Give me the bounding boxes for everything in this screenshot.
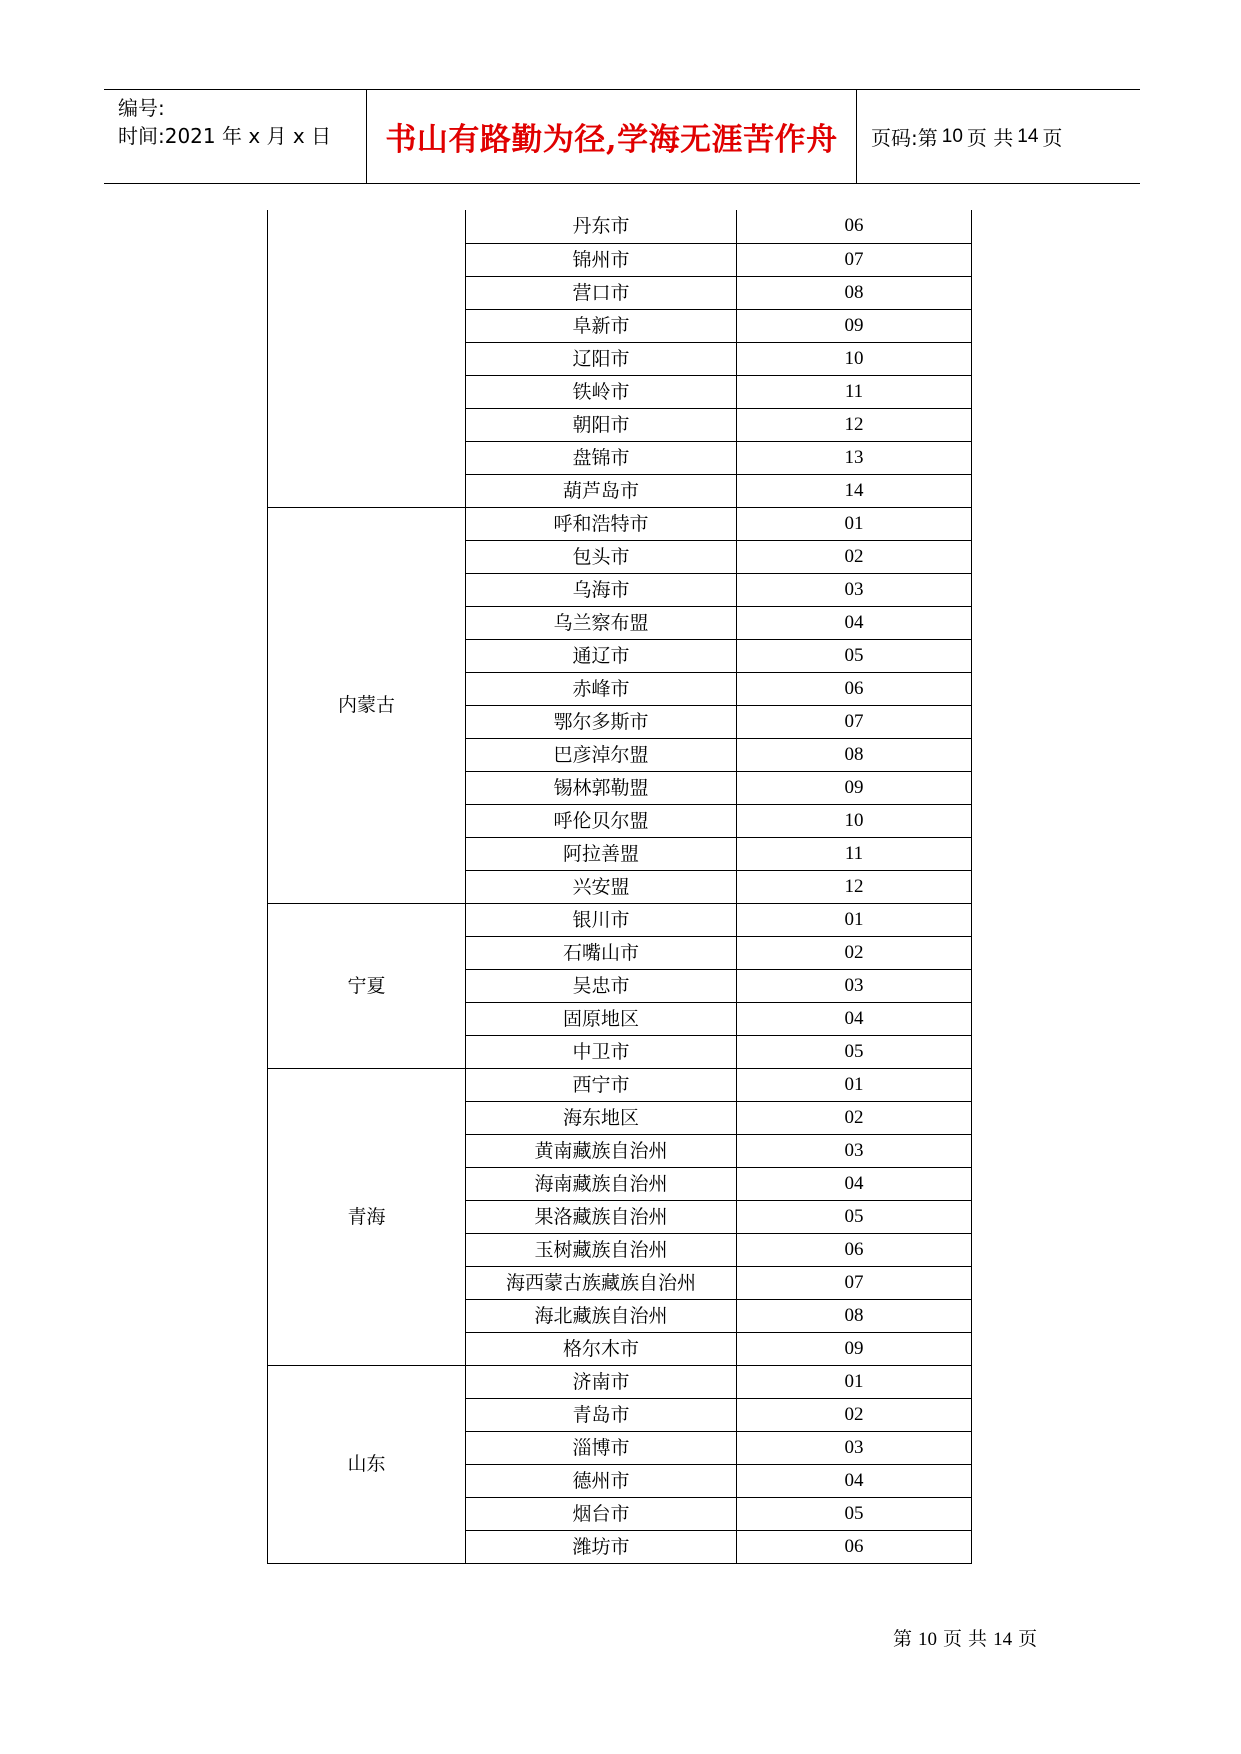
header-page-number	[857, 90, 1140, 183]
province-cell: 山东	[268, 1365, 466, 1563]
city-code-cell: 09	[737, 1332, 972, 1365]
city-name-cell: 朝阳市	[466, 408, 737, 441]
city-code-cell: 08	[737, 276, 972, 309]
city-name-cell: 包头市	[466, 540, 737, 573]
city-name-cell: 丹东市	[466, 210, 737, 243]
city-name-cell: 银川市	[466, 903, 737, 936]
city-code-cell: 04	[737, 606, 972, 639]
city-code-cell: 06	[737, 1530, 972, 1563]
table-row	[268, 1068, 972, 1101]
city-name-cell: 营口市	[466, 276, 737, 309]
city-code-cell: 11	[737, 837, 972, 870]
document-time-label: 时间:2021 年 x 月 x 日	[118, 124, 332, 148]
city-name-cell: 海南藏族自治州	[466, 1167, 737, 1200]
city-name-cell: 青岛市	[466, 1398, 737, 1431]
page-current: 10	[941, 125, 963, 147]
page-header	[104, 89, 1140, 184]
city-code-cell: 07	[737, 1266, 972, 1299]
city-code-cell: 01	[737, 507, 972, 540]
city-code-cell: 12	[737, 408, 972, 441]
city-code-cell: 06	[737, 1233, 972, 1266]
city-name-cell: 吴忠市	[466, 969, 737, 1002]
city-code-cell: 02	[737, 936, 972, 969]
city-code-cell: 05	[737, 639, 972, 672]
city-code-cell: 02	[737, 1101, 972, 1134]
city-name-cell: 淄博市	[466, 1431, 737, 1464]
page-footer	[893, 1624, 1037, 1651]
city-name-cell: 乌兰察布盟	[466, 606, 737, 639]
city-name-cell: 阜新市	[466, 309, 737, 342]
city-name-cell: 乌海市	[466, 573, 737, 606]
city-code-cell: 05	[737, 1497, 972, 1530]
city-code-cell: 08	[737, 1299, 972, 1332]
city-name-cell: 锡林郭勒盟	[466, 771, 737, 804]
region-code-table	[267, 210, 972, 1564]
city-name-cell: 鄂尔多斯市	[466, 705, 737, 738]
header-motto: 书山有路勤为径,学海无涯苦作舟	[367, 90, 857, 183]
document-code-label: 编号:	[118, 96, 165, 120]
city-code-cell: 06	[737, 210, 972, 243]
city-name-cell: 黄南藏族自治州	[466, 1134, 737, 1167]
city-code-cell: 10	[737, 342, 972, 375]
city-name-cell: 烟台市	[466, 1497, 737, 1530]
city-code-cell: 07	[737, 705, 972, 738]
page-end-label: 页	[1042, 126, 1063, 150]
city-name-cell: 呼和浩特市	[466, 507, 737, 540]
city-name-cell: 海西蒙古族藏族自治州	[466, 1266, 737, 1299]
city-name-cell: 济南市	[466, 1365, 737, 1398]
city-code-cell: 07	[737, 243, 972, 276]
city-code-cell: 01	[737, 1068, 972, 1101]
city-code-cell: 09	[737, 309, 972, 342]
city-name-cell: 辽阳市	[466, 342, 737, 375]
region-code-table-body	[268, 210, 972, 1563]
city-name-cell: 赤峰市	[466, 672, 737, 705]
city-name-cell: 海北藏族自治州	[466, 1299, 737, 1332]
city-code-cell: 06	[737, 672, 972, 705]
city-code-cell: 04	[737, 1002, 972, 1035]
footer-suffix: 页	[1018, 1628, 1038, 1650]
city-name-cell: 锦州市	[466, 243, 737, 276]
city-code-cell: 13	[737, 441, 972, 474]
table-row	[268, 903, 972, 936]
city-name-cell: 中卫市	[466, 1035, 737, 1068]
city-code-cell: 05	[737, 1035, 972, 1068]
table-row	[268, 1365, 972, 1398]
footer-current-page: 10	[918, 1629, 938, 1650]
province-cell: 内蒙古	[268, 507, 466, 903]
city-name-cell: 潍坊市	[466, 1530, 737, 1563]
city-code-cell: 03	[737, 1431, 972, 1464]
page-mid-label: 页 共	[966, 126, 1014, 150]
city-code-cell: 14	[737, 474, 972, 507]
city-code-cell: 09	[737, 771, 972, 804]
footer-total-pages: 14	[993, 1629, 1013, 1650]
table-row	[268, 507, 972, 540]
city-name-cell: 果洛藏族自治州	[466, 1200, 737, 1233]
city-name-cell: 西宁市	[466, 1068, 737, 1101]
city-code-cell: 05	[737, 1200, 972, 1233]
province-cell: 宁夏	[268, 903, 466, 1068]
city-code-cell: 02	[737, 540, 972, 573]
city-code-cell: 01	[737, 1365, 972, 1398]
city-name-cell: 通辽市	[466, 639, 737, 672]
city-code-cell: 10	[737, 804, 972, 837]
city-name-cell: 呼伦贝尔盟	[466, 804, 737, 837]
city-name-cell: 阿拉善盟	[466, 837, 737, 870]
city-code-cell: 12	[737, 870, 972, 903]
city-name-cell: 玉树藏族自治州	[466, 1233, 737, 1266]
footer-mid: 页 共	[943, 1628, 988, 1650]
page-label: 页码:第	[871, 126, 938, 150]
city-name-cell: 葫芦岛市	[466, 474, 737, 507]
city-name-cell: 兴安盟	[466, 870, 737, 903]
city-name-cell: 铁岭市	[466, 375, 737, 408]
city-code-cell: 01	[737, 903, 972, 936]
province-cell	[268, 210, 466, 507]
city-name-cell: 格尔木市	[466, 1332, 737, 1365]
city-code-cell: 11	[737, 375, 972, 408]
city-name-cell: 盘锦市	[466, 441, 737, 474]
city-name-cell: 德州市	[466, 1464, 737, 1497]
city-name-cell: 石嘴山市	[466, 936, 737, 969]
city-code-cell: 04	[737, 1464, 972, 1497]
city-name-cell: 固原地区	[466, 1002, 737, 1035]
city-code-cell: 03	[737, 969, 972, 1002]
city-name-cell: 海东地区	[466, 1101, 737, 1134]
header-meta	[104, 90, 367, 183]
table-row	[268, 210, 972, 243]
province-cell: 青海	[268, 1068, 466, 1365]
city-code-cell: 04	[737, 1167, 972, 1200]
city-code-cell: 03	[737, 1134, 972, 1167]
page-total: 14	[1017, 125, 1039, 147]
city-code-cell: 03	[737, 573, 972, 606]
city-name-cell: 巴彦淖尔盟	[466, 738, 737, 771]
city-code-cell: 08	[737, 738, 972, 771]
footer-prefix: 第	[893, 1628, 913, 1650]
city-code-cell: 02	[737, 1398, 972, 1431]
